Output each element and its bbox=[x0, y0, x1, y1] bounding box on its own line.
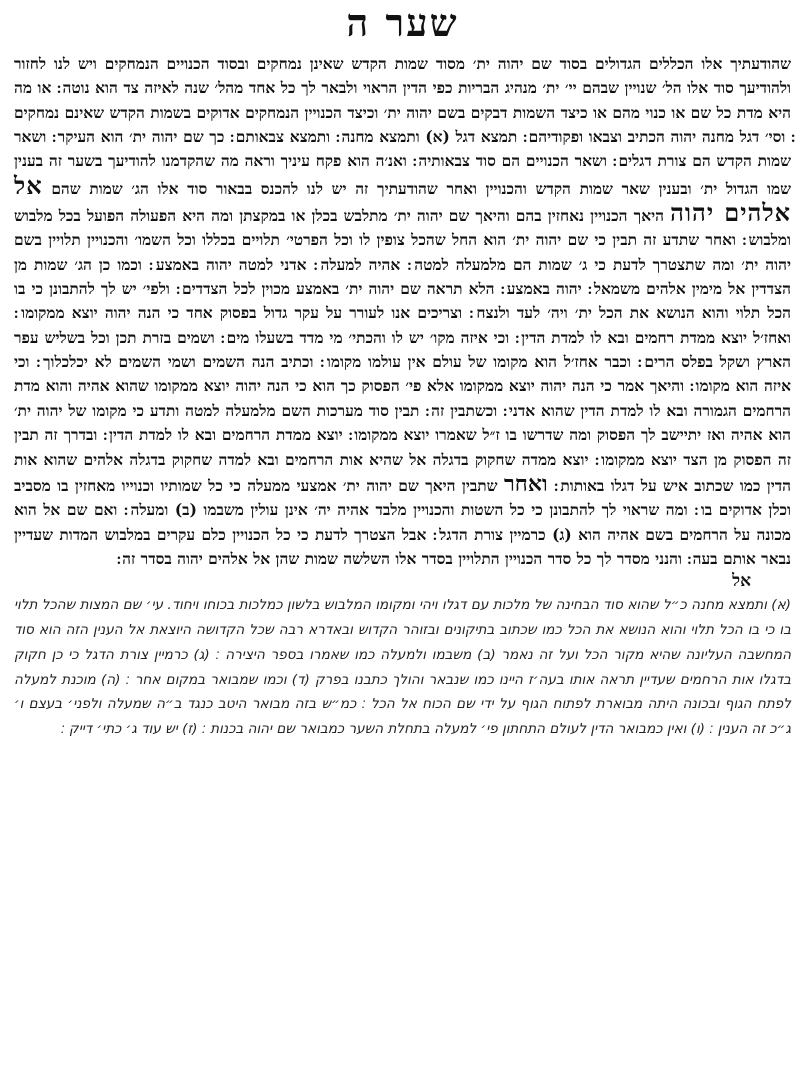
catchword: אל bbox=[732, 571, 751, 592]
main-text bbox=[14, 52, 791, 571]
main-paragraph-3: שתבין היאך שם יהוה ית׳ אמצעי ממעלה כי כל שמותיו וכנוייו מאחזין בו מסביב וכלן אדוקים בו ׃ ומה שראוי לך להתבונן כי כל השטות והכנויין מלבד אהיה יה׳ אינן עולין משבמו (ב) ומעלה ׃ ואם שם אל הוא מכונה על הרחמים בשם אהיה הוא (ג) כרמיין צורת הדגל ׃ אבל הצטרך לדעת כי כל הכנויין כלם עקרים במלבוש המדות שעדיין נבאר אותם בעה ׃ והנני מסדר לך כל סדר הכנויין התלויין בסדר אלו השלשה שמות שהן אל אלהים יהוה בסדר זה ׃ bbox=[14, 476, 791, 568]
main-paragraph-1: שהודעתיך אלו הכללים הגדולים בסוד שם יהוה ית׳ מסוד שמות הקדש שאינן נמחקים ובסוד הכנויים הנמחקים ויש לנו לחזור ולהודיעך סוד אלו הל׳ שנויין שבהם יי׳ ית׳ מנהיג הבריות כפי הדין הראוי ולבאר לך כל אחד מהל׳ שנה לאיזה צד הוא נוטה ׃ או מה היא מדת כל שם או כנוי מהם או כיצד השמות דבקים בשם יהוה ית׳ וכיצד הכנויין הנמחקים אדוקים בשמות הקדש שאינם נמחקים ׃ וסי׳ דגל מחנה יהוה הכתיב וצבאו ופקודיהם ׃ תמצא דגל (א) ותמצא מחנה ׃ ותמצא צבאותם ׃ כך שם יהוה ית׳ הוא העיקר ׃ ושאר שמות הקדש הם צורת דגלים ׃ ושאר הכנויים הם סוד צבאותיה ׃ ואנ׳ה הוא פקח עיניך וראה מה שהקדמנו להודיעך בשער זה בענין שמו הגדול ית׳ ובענין שאר שמות הקדש והכנויין ואחר שהודעתיך זה יש לנו להכנס בבאור סוד אלו הג׳ שמות שהם bbox=[14, 55, 791, 198]
page-title: שער ה bbox=[346, 0, 459, 45]
main-paragraph-2: היאך הכנויין נאחזין בהם והיאך שם יהוה ית׳ מתלבש בכלן או במקצתן ומה היא הפעולה הפועל בכל מלבוש ומלבוש ׃ ואחר שתדע זה תבין כי שם יהוה ית׳ הוא החל שהכל צופין לו וכל הפרטי׳ תלויים בכללו וכל השמו׳ והכנויין תלויין בשם יהוה ית׳ ומה שתצטרך לדעת כי ג׳ שמות הם מלמעלה למטה ׃ אהיה למעלה ׃ אדני למטה יהוה באמצע ׃ וכמו כן הג׳ שמות מן הצדדין אל מימין אלהים משמאל ׃ יהוה באמצע ׃ הלא תראה שם יהוה ית׳ באמצע מכוין לכל הצדדים ׃ ולפי׳ יש לך להתבונן כי בו הכל תלוי והוא הנושא את הכל ית׳ ויה׳ לעד ולנצח ׃ וצריכים אנו לעורר על עקר גדול בפסוק אחד כי הנה יהוה יוצא ממקומו ׃ ואחז׳ל יוצא ממדת רחמים ובא לו למדת הדין ׃ וכי איזה מקו׳ יש לו והכתי׳ מי מדד בשעלו מים ׃ ושמים בזרת תכן וכל בשליש עפר הארץ ושקל בפלס הרים ׃ וכבר אחז׳ל הוא מקומו של עולם אין עולמו מקומו ׃ וכתיב הנה השמים ושמי השמים לא יכלכלוך ׃ וכי איזה הוא מקומו ׃ והיאך אמר כי הנה יהוה יוצא ממקומו אלא פי׳ הפסוק כך הוא כי הנה יהוה יוצא ממקומו שהוא אהיה והוא מדת הרחמים הגמורה ובא לו למדת הדין שהוא אדני ׃ וכשתבין זה ׃ תבין סוד מערכות השם מלמעלה למטה ותדע כי מקומו של יהוה ית׳ הוא אהיה ואז יתיישב לך הפסוק ומה שדרשו בו ז״ל שאמרו יוצא ממקומו ׃ יוצא ממדת הרחמים ובא לו למדת הדין ׃ ובדרך זה תבין זה הפסוק מן הצד יוצא ממקומו ׃ יוצא ממדה שחקוק בדגלה אל שהיא אות הרחמים ובא למדה שחקוק בדגלה אלהים שהוא אות הדין כמו שכתוב איש על דגלו באותות ׃ bbox=[14, 207, 792, 495]
divine-names-heading: אל אלהים יהוה bbox=[14, 170, 791, 228]
section-opening-word: ואחר bbox=[504, 470, 548, 497]
commentary-notes: (א) ותמצא מחנה כ״ל שהוא סוד הבחינה של מלכות עם דגלו ויהי ומקומו המלבוש בלשון כמלכות בכוחו ויחוד. עי׳ שם המצות שהכל תלוי בו כי בו הכל תלוי והוא הנושא את הכל כמו שכתוב בתיקונים ובזוהר הקדוש ובאדרא רבה שכל הקדושה היוצאת אל הענין הזה הוא סוד המחשבה העליונה שהיא מקור הכל ועל זה נאמר (ב) משבמו ולמעלה כמו שאמרו בספר היצירה ׃ (ג) כרמיין צורת הדגל כי כן חקוק בדגלו אות הרחמים שעדיין תראה אותו בעה׳ז היינו כמו שנבאר והולך כתבנו בפרק (ד) וכמו שמבואר במקום אחר ׃ (ה) מוכנת למעלה לפתח הגוף ובכונה היתה מבוארת לפתוח הגוף על ידי שם הכוח אל הכל ׃ כמ״ש בזה מבואר היטב כנגד ב״ה שמעלה ולפני׳ בעצם ו׳ ג״כ זה הענין ׃ (ו) ואין כמבואר הדין לעולם התחתון פי׳ למעלה בתחלת השער כמבואר שם יהוה בכנות ׃ (ז) יש עוד ג׳ כתי׳ דייק ׃ bbox=[14, 597, 791, 738]
